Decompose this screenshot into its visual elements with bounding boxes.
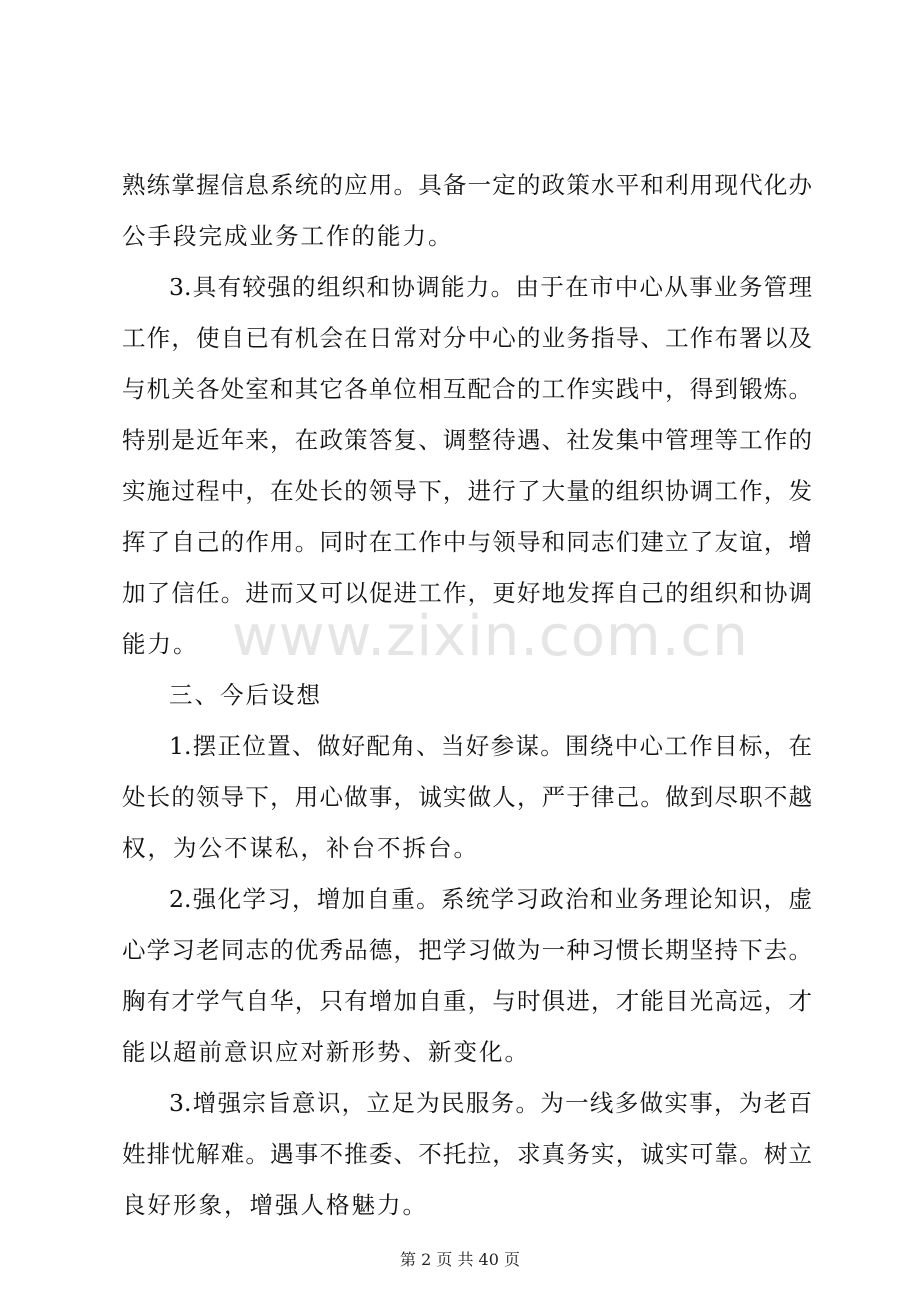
text-line: 工作，使自已有机会在日常对分中心的业务指导、工作布署以及 bbox=[122, 324, 812, 352]
text-line: 心学习老同志的优秀品德，把学习做为一种习惯长期坚持下去。 bbox=[122, 936, 812, 964]
text-line: 公手段完成业务工作的能力。 bbox=[122, 222, 454, 250]
watermark: www.zixin.com.cn bbox=[232, 604, 749, 669]
text-line: 处长的领导下，用心做事，诚实做人，严于律己。做到尽职不越 bbox=[122, 783, 812, 811]
text-line: 3.增强宗旨意识，立足为民服务。为一线多做实事，为老百 bbox=[169, 1089, 812, 1117]
text-line: 特别是近年来，在政策答复、调整待遇、社发集中管理等工作的 bbox=[122, 426, 812, 454]
text-line: 加了信任。进而又可以促进工作，更好地发挥自己的组织和协调 bbox=[122, 579, 812, 607]
text-line: 与机关各处室和其它各单位相互配合的工作实践中，得到锻炼。 bbox=[122, 375, 812, 403]
text-line: 3.具有较强的组织和协调能力。由于在市中心从事业务管理 bbox=[169, 273, 812, 301]
text-line: 挥了自己的作用。同时在工作中与领导和同志们建立了友谊，增 bbox=[122, 528, 812, 556]
text-line: 1.摆正位置、做好配角、当好参谋。围绕中心工作目标，在 bbox=[169, 732, 812, 760]
text-line: 实施过程中，在处长的领导下，进行了大量的组织协调工作，发 bbox=[122, 477, 812, 505]
text-line: 权，为公不谋私，补台不拆台。 bbox=[122, 834, 479, 862]
text-line: 2.强化学习，增加自重。系统学习政治和业务理论知识，虚 bbox=[169, 885, 812, 913]
text-line: 胸有才学气自华，只有增加自重，与时俱进，才能目光高远，才 bbox=[122, 987, 812, 1015]
section-heading: 三、今后设想 bbox=[169, 681, 322, 709]
text-line: 能以超前意识应对新形势、新变化。 bbox=[122, 1038, 530, 1066]
page-number-footer: 第 2 页 共 40 页 bbox=[400, 1250, 520, 1269]
text-line: 良好形象，增强人格魅力。 bbox=[122, 1191, 428, 1219]
text-line: 熟练掌握信息系统的应用。具备一定的政策水平和利用现代化办 bbox=[122, 171, 812, 199]
text-line: 能力。 bbox=[122, 630, 199, 658]
text-line: 姓排忧解难。遇事不推委、不托拉，求真务实，诚实可靠。树立 bbox=[122, 1140, 812, 1168]
